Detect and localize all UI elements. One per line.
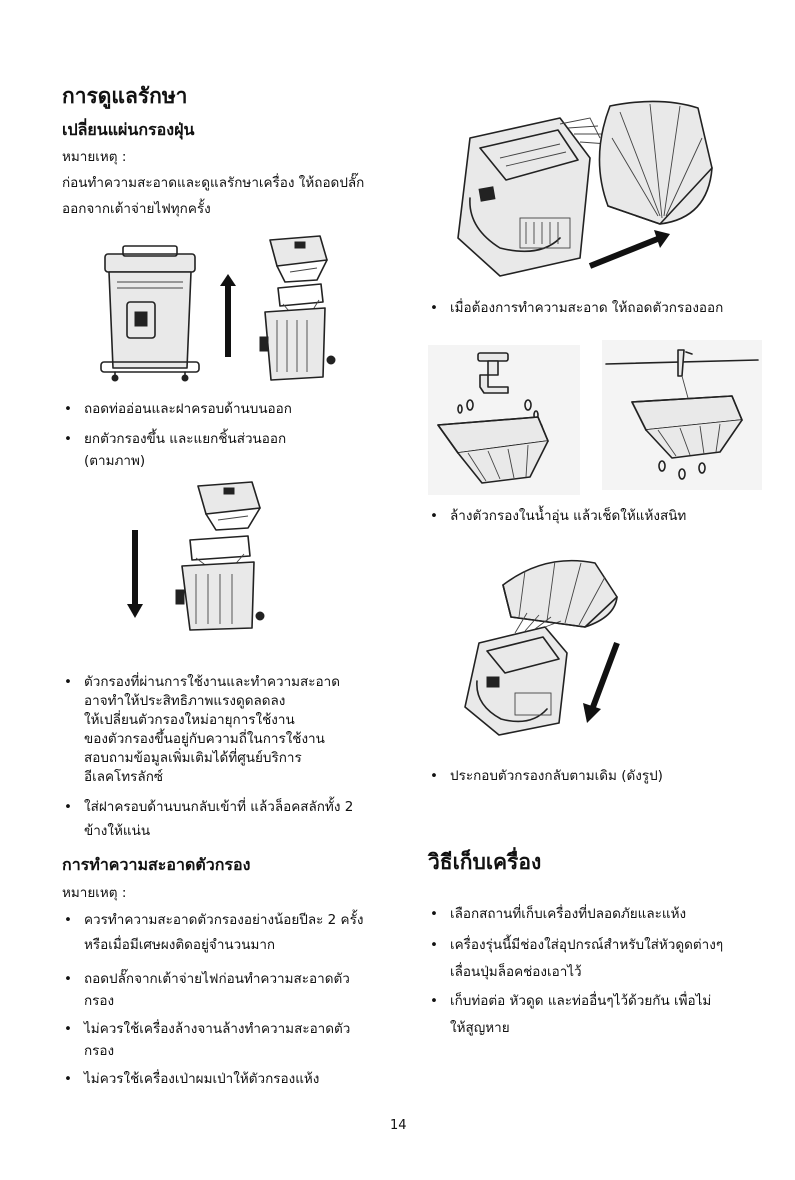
filter-removal-illustration [440,98,720,280]
list-item: • ไม่ควรใช้เครื่องล้างจานล้างทำความสะอาดตัว กรอง [62,1018,414,1062]
storage-heading: วิธีเก็บเครื่อง [428,850,542,874]
list-item: • ควรทำความสะอาดตัวกรองอย่างน้อยปีละ 2 ครั้ง หรือเมื่อมีเศษผงติดอยู่จำนวนมาก [62,908,414,958]
filter-reassembly-illustration [455,557,645,737]
filter-drying-illustration [602,340,762,490]
exploded-parts-icon [176,482,264,630]
list-item: • ยกตัวกรองขึ้น และแยกชิ้นส่วนออก (ตามภาพ) [62,428,404,472]
filter-icon [599,101,712,224]
clean-heading: การทำความสะอาดตัวกรอง [62,855,251,874]
list-item: • ประกอบตัวกรองกลับตามเดิม (ดังรูป) [428,765,790,787]
filter-icon [503,561,617,627]
arrow-right-icon [590,230,670,266]
motor-head-icon [458,118,608,276]
list-item: • เครื่องรุ่นนี้มีช่องใส่อุปกรณ์สำหรับใส่หัวดูดต่างๆ เลื่อนปุ่มล็อคช่องเอาไว้ [428,932,795,986]
list-item: • ตัวกรองที่ผ่านการใช้งานและทำความสะอาด อาจทำให้ประสิทธิภาพแรงดูดลดลง ให้เปลี่ยนตัวกรองใหม่อายุการใช้งาน ของตัวกรองขึ้นอยู่กับความถี่ในการใช้งาน สอบถามข้อมูลเพิ่มเติมได้ที่ศูนย์บริการ อีเลคโทรลักซ์ [62,673,414,787]
arrow-down-icon [583,643,617,723]
note-label: หมายเหตุ : [62,149,127,165]
list-item: • ถอดปลั๊กจากเต้าจ่ายไฟก่อนทำความสะอาดตัว กรอง [62,968,414,1012]
filter-washing-illustration [428,345,580,495]
list-item: • ล้างตัวกรองในน้ำอุ่น แล้วเช็ดให้แห้งสนิท [428,505,790,527]
arrow-down-icon [127,530,143,618]
note-text: ก่อนทำความสะอาดและดูแลรักษาเครื่อง ให้ถอดปลั๊ก ออกจากเต้าจ่ายไฟทุกครั้ง [62,175,365,217]
arrow-up-icon [220,274,236,357]
filter-heading: เปลี่ยนแผ่นกรองฝุ่น [62,120,195,139]
page-number: 14 [390,1118,407,1133]
list-item: • ไม่ควรใช้เครื่องเป่าผมเป่าให้ตัวกรองแห้ง [62,1068,414,1090]
vacuum-cleaner-icon [101,246,199,381]
vacuum-reassembly-illustration [120,478,280,633]
exploded-parts-icon [260,236,335,380]
list-item: • เมื่อต้องการทำความสะอาด ให้ถอดตัวกรองออก [428,297,790,319]
vacuum-disassembly-illustration [95,232,345,392]
page-title: การดูแลรักษา [62,84,188,108]
list-item: • ถอดท่ออ่อนและฝาครอบด้านบนออก [62,398,404,420]
list-item: • เก็บท่อต่อ หัวดูด และท่ออื่นๆไว้ด้วยกัน เพื่อไม่ ให้สูญหาย [428,988,795,1042]
list-item: • ใส่ฝาครอบด้านบนกลับเข้าที่ แล้วล็อคสลักทั้ง 2 ข้างให้แน่น [62,795,414,843]
clean-note-label: หมายเหตุ : [62,885,127,901]
motor-head-icon [465,613,567,735]
list-item: • เลือกสถานที่เก็บเครื่องที่ปลอดภัยและแห้ง [428,903,795,925]
